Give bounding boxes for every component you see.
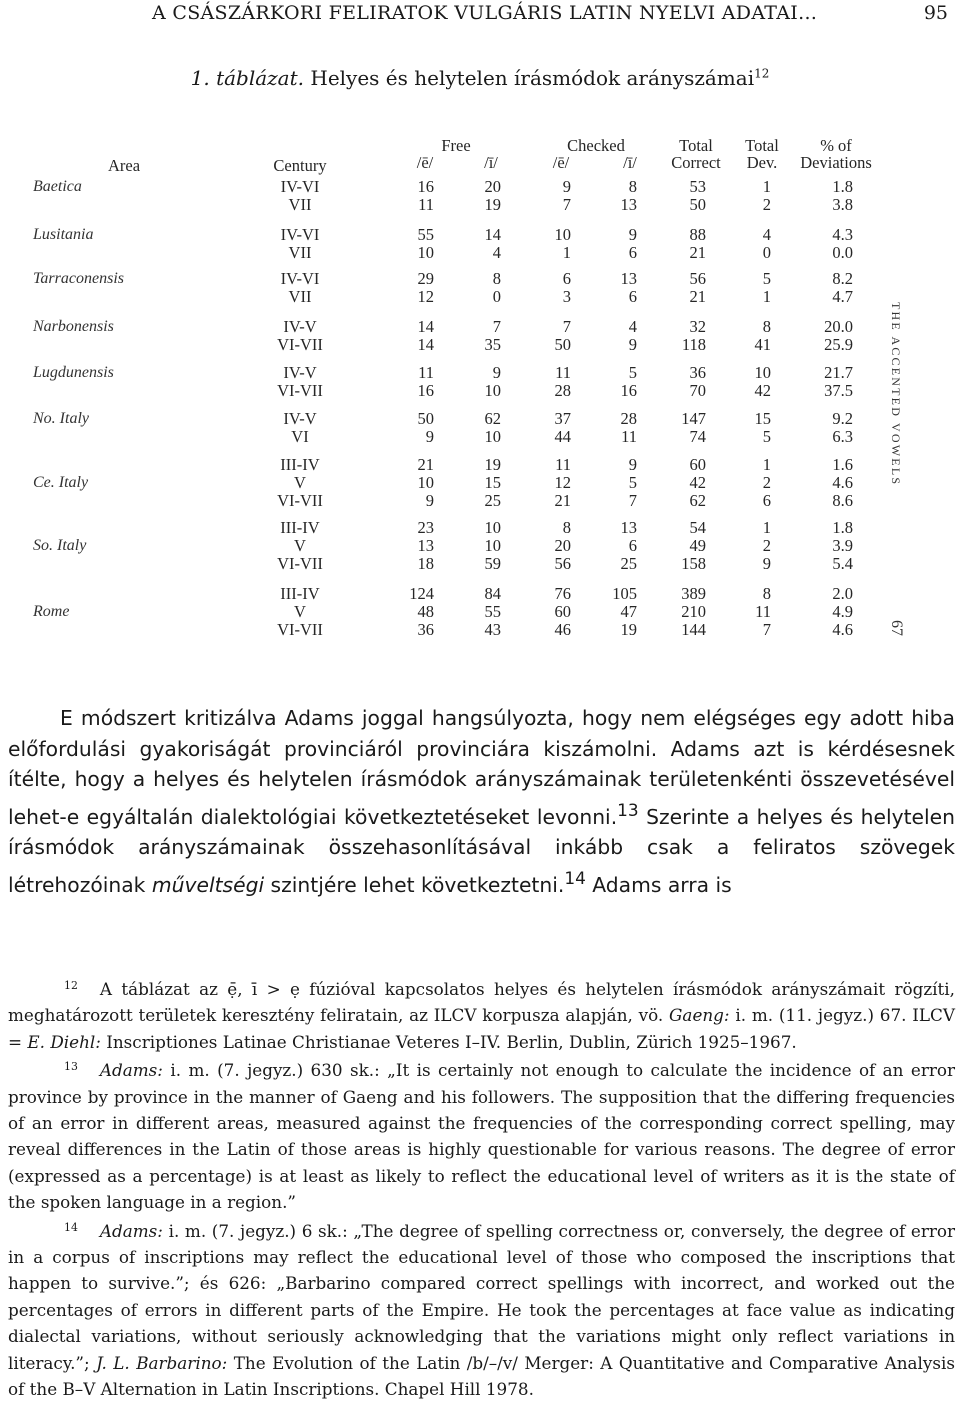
table-cell-free-e: 16 [417, 381, 434, 400]
table-cell-total-dev: 0 [762, 243, 771, 262]
table-cell-total-dev: 2 [762, 536, 771, 555]
table-cell-century: VI-VII [277, 554, 323, 573]
table-cell-checked-e: 20 [554, 536, 571, 555]
text-run: The Evolution of the Latin /b/–/v/ Merger: A Quantitative and Comparative Analysis of the B–V Alternation in Latin Inscriptions. Chapel Hill 1978. [8, 1352, 955, 1400]
table-cell-checked-e: 9 [562, 177, 571, 196]
table-cell-century: III-IV [280, 584, 320, 603]
table-cell-free-i: 19 [484, 195, 501, 214]
table-cell-checked-i: 19 [620, 620, 637, 639]
table-cell-free-i: 43 [484, 620, 501, 639]
text-run: Inscriptiones Latinae Christianae Veteres I–IV. Berlin, Dublin, Zürich 1925–1967. [100, 1031, 797, 1052]
table-area-label: Narbonensis [33, 318, 114, 335]
table-cell-free-i: 10 [484, 381, 501, 400]
body-paragraph [8, 703, 955, 900]
text-run: i. m. (7. jegyz.) 630 sk.: „It is certainly not enough to calculate the incidence of an error province by province in the manner of Gaeng and his followers. The supposition that the differing frequencies of an error in different areas, measured against the frequencies of the corresponding correct spelling, may reveal differences in the Latin of those areas is highly questionable for various reasons. The degree of error (expressed as a percentage) is at least as likely to reflect the educational level of writers as it is the state of the spoken language in a region.” [8, 1060, 955, 1213]
header-free: Free [441, 136, 471, 155]
table-cell-total-correct: 21 [689, 287, 706, 306]
header-area: Area [107, 156, 141, 175]
italic-text: Gaeng: [669, 1005, 730, 1026]
footnote-12 [8, 976, 955, 1055]
table-cell-total-dev: 5 [762, 269, 771, 288]
table-cell-pct-dev: 5.4 [832, 554, 853, 573]
table-cell-checked-e: 6 [562, 269, 571, 288]
table-cell-pct-dev: 3.9 [832, 536, 853, 555]
table-cell-checked-i: 6 [628, 287, 637, 306]
header-correct: Correct [671, 153, 721, 172]
table-cell-free-e: 21 [417, 455, 434, 474]
table-cell-free-e: 10 [417, 243, 434, 262]
table-cell-total-correct: 36 [689, 363, 706, 382]
header-pct-dev: % of [820, 136, 852, 155]
footnote-13 [8, 1057, 955, 1215]
text-run: i. m. (7. jegyz.) 6 sk.: „The degree of spelling correctness or, conversely, the degree of error in a corpus of inscriptions may reflect the educational level of those who composed the inscriptions that happen to survive.”; és 626: „Barbarino compared correct spellings with incorrect, and worked out the percentages of errors in different parts of the Empire. He took the percentages at face value as indicating dialectal variations, without seriously acknowledging that the variations might only reflect variations in literacy.”; [8, 1220, 955, 1373]
table-cell-free-e: 11 [418, 363, 434, 382]
table-area-label: Tarraconensis [33, 270, 124, 287]
header-century: Century [273, 156, 327, 175]
table-cell-total-correct: 389 [681, 584, 706, 603]
table-cell-checked-i: 13 [620, 518, 637, 537]
text-run: i. m. (11. jegyz.) 67. ILCV = [8, 1005, 955, 1052]
table-cell-checked-i: 105 [612, 584, 637, 603]
table-cell-checked-e: 60 [554, 602, 571, 621]
table-cell-total-dev: 42 [754, 381, 771, 400]
table-cell-checked-i: 6 [628, 536, 637, 555]
table-cell-checked-i: 47 [620, 602, 637, 621]
table-cell-free-i: 9 [492, 363, 501, 382]
table-cell-pct-dev: 8.2 [832, 269, 853, 288]
table-cell-checked-e: 7 [562, 195, 571, 214]
table-cell-total-correct: 56 [689, 269, 706, 288]
table-cell-free-e: 14 [417, 317, 434, 336]
table-cell-century: VII [288, 195, 312, 214]
table-cell-checked-i: 5 [628, 473, 637, 492]
table-area-label: Rome [33, 603, 70, 620]
table-cell-total-correct: 70 [689, 381, 706, 400]
table-cell-checked-e: 1 [562, 243, 571, 262]
table-cell-total-correct: 53 [689, 177, 706, 196]
footnote-number: 12 [64, 979, 78, 992]
table-cell-century: IV-VI [280, 177, 320, 196]
table-cell-checked-i: 9 [628, 335, 637, 354]
table-cell-checked-e: 50 [554, 335, 571, 354]
table-cell-checked-i: 6 [628, 243, 637, 262]
caption-footnote-ref: 12 [754, 66, 770, 81]
table-cell-free-e: 124 [409, 584, 434, 603]
table-cell-checked-i: 25 [620, 554, 637, 573]
running-head [0, 2, 960, 30]
table-cell-free-i: 19 [484, 455, 501, 474]
table-cell-pct-dev: 20.0 [824, 317, 853, 336]
footnote-14 [8, 1218, 955, 1403]
table-cell-total-dev: 11 [755, 602, 771, 621]
table-cell-pct-dev: 1.8 [832, 518, 853, 537]
table-cell-total-correct: 60 [689, 455, 706, 474]
table-cell-pct-dev: 8.6 [832, 491, 853, 510]
table-cell-checked-e: 56 [554, 554, 571, 573]
table-cell-checked-e: 37 [554, 409, 571, 428]
table-cell-free-e: 9 [425, 491, 434, 510]
text-run: E módszert kritizálva Adams joggal hangsúlyozta, hogy nem elégséges egy adott hiba előfordulási gyakoriságát provinciáról provinciára kiszámolni. Adams azt is kérdésesnek ítélte, hogy a helyes és helytelen írásmódok arányszámainak területenkénti összevetésével lehet-e egyáltalán dialektológiai következtetéseket levonni. [8, 706, 955, 829]
table-cell-free-e: 23 [417, 518, 434, 537]
table-cell-free-e: 18 [417, 554, 434, 573]
table-cell-pct-dev: 21.7 [824, 363, 853, 382]
table-cell-checked-e: 28 [554, 381, 571, 400]
italic-text: műveltségi [151, 872, 265, 897]
table-cell-free-i: 25 [484, 491, 501, 510]
table-cell-total-correct: 144 [681, 620, 706, 639]
header-dev: Dev. [746, 153, 778, 172]
table-cell-pct-dev: 4.6 [832, 620, 853, 639]
table-cell-checked-e: 76 [554, 584, 571, 603]
table-cell-free-i: 62 [484, 409, 501, 428]
table-cell-total-dev: 9 [762, 554, 771, 573]
table-cell-total-correct: 62 [689, 491, 706, 510]
table-cell-checked-e: 3 [562, 287, 571, 306]
table-cell-pct-dev: 4.9 [832, 602, 853, 621]
table-cell-checked-e: 11 [555, 455, 571, 474]
table-cell-total-dev: 5 [762, 427, 771, 446]
table-cell-century: IV-V [283, 317, 317, 336]
caption-label: 1. táblázat. [190, 66, 305, 90]
table-cell-total-dev: 8 [762, 584, 771, 603]
table-cell-total-dev: 41 [754, 335, 771, 354]
table-cell-free-e: 11 [418, 195, 434, 214]
table-cell-checked-i: 9 [628, 455, 637, 474]
table-cell-free-i: 4 [492, 243, 501, 262]
table-area-label: Lugdunensis [33, 364, 114, 381]
table-cell-free-e: 14 [417, 335, 434, 354]
table-cell-total-correct: 118 [681, 335, 706, 354]
table-cell-century: III-IV [280, 518, 320, 537]
table-cell-free-i: 59 [484, 554, 501, 573]
table-cell-century: VII [288, 287, 312, 306]
header-checked-e: /ē/ [552, 153, 570, 172]
table-caption [0, 66, 960, 90]
table-cell-total-dev: 4 [762, 225, 771, 244]
table-cell-pct-dev: 37.5 [824, 381, 853, 400]
table-cell-pct-dev: 9.2 [832, 409, 853, 428]
table-cell-free-i: 55 [484, 602, 501, 621]
table-cell-century: VII [288, 243, 312, 262]
running-title: A CSÁSZÁRKORI FELIRATOK VULGÁRIS LATIN NYELVI ADATAI… [152, 2, 818, 24]
scanned-table [0, 120, 960, 660]
table-area-label: Lusitania [33, 226, 94, 243]
table-cell-total-correct: 42 [689, 473, 706, 492]
table-cell-century: VI-VII [277, 620, 323, 639]
table-cell-free-i: 84 [484, 584, 501, 603]
table-cell-checked-e: 12 [554, 473, 571, 492]
table-cell-checked-e: 7 [562, 317, 571, 336]
table-cell-checked-i: 11 [621, 427, 637, 446]
table-cell-total-dev: 8 [762, 317, 771, 336]
caption-text: Helyes és helytelen írásmódok arányszámai [304, 66, 755, 90]
table-cell-free-i: 10 [484, 427, 501, 446]
table-cell-total-correct: 74 [689, 427, 706, 446]
table-cell-free-i: 14 [484, 225, 501, 244]
table-cell-checked-i: 7 [628, 491, 637, 510]
table-cell-total-dev: 10 [754, 363, 771, 382]
header-total-dev: Total [745, 136, 779, 155]
table-cell-pct-dev: 4.7 [832, 287, 853, 306]
italic-text: E. Diehl: [27, 1031, 101, 1052]
table-cell-total-dev: 1 [762, 177, 771, 196]
text-run: A táblázat az ẹ̄, ī > ẹ fúzióval kapcsolatos helyes és helytelen írásmódok arányszámait rögzíti, meghatározott területek keresztény feliratain, az ILCV korpusza alapján, vö. [8, 979, 955, 1026]
table-cell-free-i: 20 [484, 177, 501, 196]
table-cell-century: V [294, 536, 306, 555]
table-cell-total-dev: 7 [762, 620, 771, 639]
table-cell-free-e: 16 [417, 177, 434, 196]
scan-side-title: THE ACCENTED VOWELS [889, 302, 903, 487]
table-cell-free-e: 50 [417, 409, 434, 428]
table-cell-pct-dev: 6.3 [832, 427, 853, 446]
text-run: Szerinte a helyes és helytelen írásmódok arányszámainak összehasonlításával inkább csak a feliratos szövegek létrehozóinak [8, 804, 955, 897]
table-cell-total-correct: 210 [681, 602, 706, 621]
table-cell-century: IV-V [283, 409, 317, 428]
table-cell-century: IV-VI [280, 269, 320, 288]
table-cell-century: VI-VII [277, 335, 323, 354]
table-area-label: So. Italy [33, 537, 87, 554]
table-cell-checked-i: 5 [628, 363, 637, 382]
table-cell-free-i: 8 [492, 269, 501, 288]
scan-side-page-number: 67 [888, 620, 905, 636]
table-cell-pct-dev: 0.0 [832, 243, 853, 262]
table-cell-checked-e: 46 [554, 620, 571, 639]
table-cell-pct-dev: 1.6 [832, 455, 853, 474]
table-cell-free-e: 29 [417, 269, 434, 288]
table-cell-pct-dev: 25.9 [824, 335, 853, 354]
table-cell-checked-i: 13 [620, 195, 637, 214]
table-cell-century: VI [291, 427, 309, 446]
header-checked-i: /ī/ [623, 153, 637, 172]
table-area-label: Baetica [33, 178, 82, 195]
table-cell-pct-dev: 4.6 [832, 473, 853, 492]
table-cell-free-e: 9 [425, 427, 434, 446]
table-cell-free-i: 7 [492, 317, 501, 336]
page-number: 95 [923, 2, 948, 24]
table-cell-free-i: 15 [484, 473, 501, 492]
table-cell-free-e: 48 [417, 602, 434, 621]
table-cell-total-correct: 49 [689, 536, 706, 555]
table-cell-checked-i: 13 [620, 269, 637, 288]
footnote-number: 13 [64, 1060, 78, 1074]
table-cell-pct-dev: 2.0 [832, 584, 853, 603]
table-cell-pct-dev: 3.8 [832, 195, 853, 214]
table-cell-free-e: 36 [417, 620, 434, 639]
table-cell-total-dev: 1 [762, 455, 771, 474]
table-cell-free-e: 12 [417, 287, 434, 306]
table-cell-century: V [294, 473, 306, 492]
table-cell-total-dev: 1 [762, 287, 771, 306]
table-cell-total-dev: 15 [754, 409, 771, 428]
table-cell-total-correct: 21 [689, 243, 706, 262]
table-cell-free-i: 0 [492, 287, 501, 306]
table-area-label: No. Italy [33, 410, 89, 427]
text-run: Adams arra is [585, 872, 732, 897]
table-cell-pct-dev: 4.3 [832, 225, 853, 244]
table-cell-checked-e: 8 [562, 518, 571, 537]
italic-text: Adams: [99, 1220, 163, 1241]
header-deviations: Deviations [800, 153, 872, 172]
header-free-i: /ī/ [484, 153, 498, 172]
table-cell-checked-i: 28 [620, 409, 637, 428]
table-cell-century: V [294, 602, 306, 621]
footnote-ref: 13 [617, 799, 639, 820]
table-cell-checked-i: 9 [628, 225, 637, 244]
header-checked: Checked [567, 136, 625, 155]
table-cell-free-i: 35 [484, 335, 501, 354]
table-cell-total-dev: 2 [762, 473, 771, 492]
table-cell-total-correct: 54 [689, 518, 706, 537]
header-total-correct: Total [679, 136, 713, 155]
footnotes [8, 976, 955, 1403]
table-cell-total-correct: 88 [689, 225, 706, 244]
table-cell-checked-e: 21 [554, 491, 571, 510]
table-cell-checked-e: 44 [554, 427, 571, 446]
italic-text: Adams: [99, 1060, 163, 1081]
table-cell-free-i: 10 [484, 518, 501, 537]
table-cell-free-i: 10 [484, 536, 501, 555]
header-free-e: /ē/ [416, 153, 434, 172]
table-cell-total-correct: 158 [681, 554, 706, 573]
footnote-number: 14 [64, 1220, 78, 1234]
table-cell-free-e: 55 [417, 225, 434, 244]
table-cell-free-e: 13 [417, 536, 434, 555]
footnote-ref: 14 [564, 867, 586, 888]
table-cell-total-dev: 1 [762, 518, 771, 537]
table-cell-century: VI-VII [277, 491, 323, 510]
table-cell-total-correct: 50 [689, 195, 706, 214]
table-cell-total-dev: 6 [762, 491, 771, 510]
table-cell-total-correct: 32 [689, 317, 706, 336]
body-text [8, 703, 955, 900]
table-cell-century: IV-VI [280, 225, 320, 244]
table-cell-checked-i: 8 [628, 177, 637, 196]
table-cell-total-correct: 147 [681, 409, 706, 428]
table-cell-checked-e: 10 [554, 225, 571, 244]
table-cell-century: III-IV [280, 455, 320, 474]
table-cell-checked-e: 11 [555, 363, 571, 382]
italic-text: J. L. Barbarino: [96, 1352, 228, 1373]
table-area-label: Ce. Italy [33, 474, 89, 491]
table-cell-century: VI-VII [277, 381, 323, 400]
table-cell-century: IV-V [283, 363, 317, 382]
table-cell-checked-i: 16 [620, 381, 637, 400]
table-cell-pct-dev: 1.8 [832, 177, 853, 196]
text-run: szintjére lehet következtetni. [264, 872, 565, 897]
table-cell-checked-i: 4 [628, 317, 637, 336]
table-cell-total-dev: 2 [762, 195, 771, 214]
table-cell-free-e: 10 [417, 473, 434, 492]
